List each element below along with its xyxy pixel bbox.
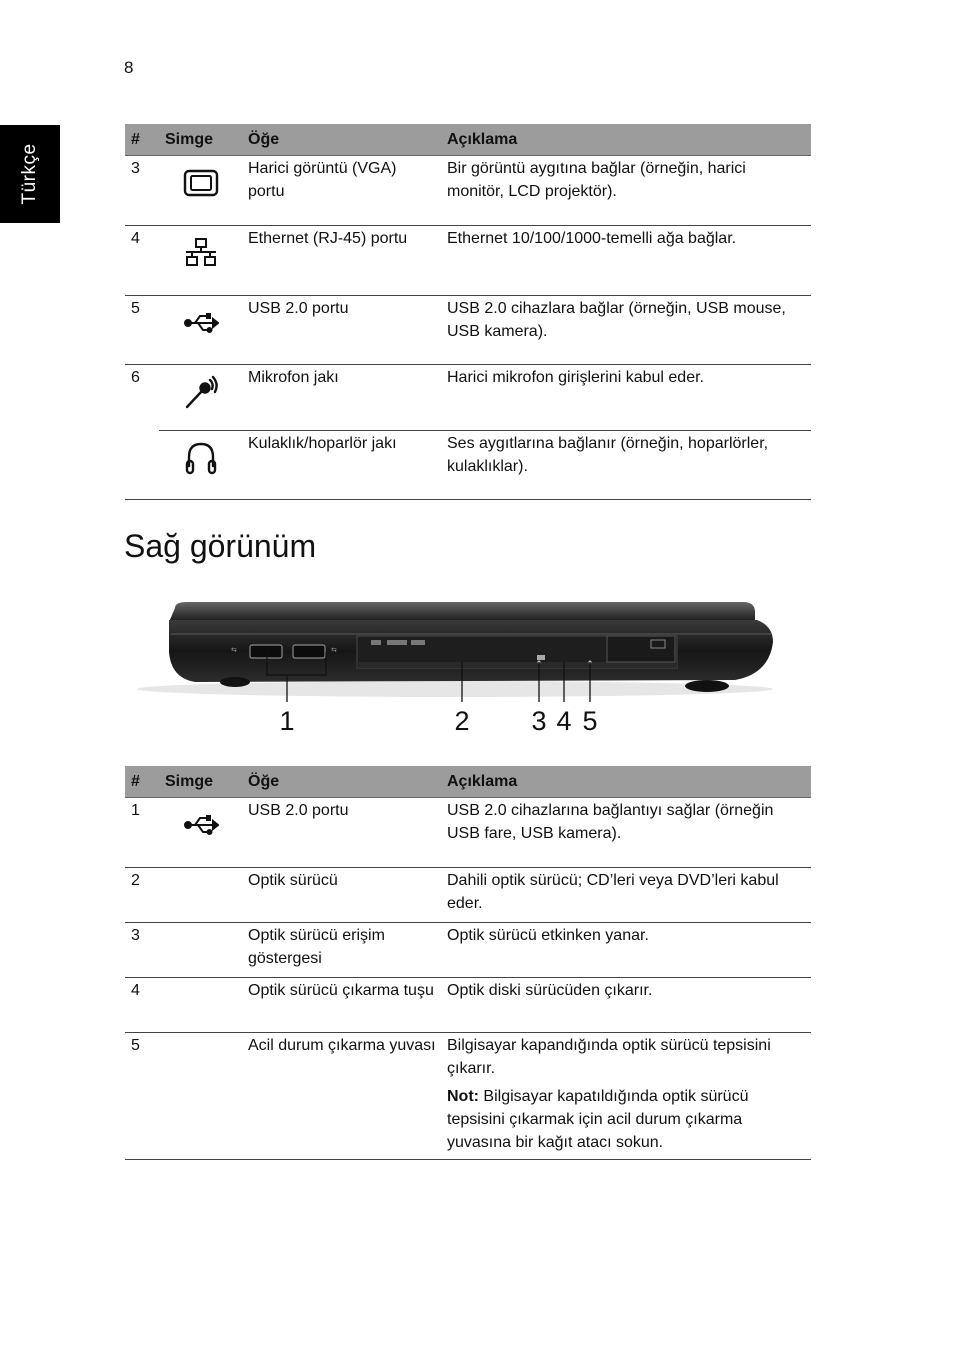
row-item: Optik sürücü çıkarma tuşu: [242, 978, 441, 1033]
column-header-number: #: [125, 766, 159, 798]
headphones-icon: [183, 440, 219, 476]
row-item: USB 2.0 portu: [242, 798, 441, 868]
column-header-description: Açıklama: [441, 766, 811, 798]
table-row: [125, 296, 811, 365]
row-description: Dahili optik sürücü; CD’leri veya DVD’leri kabul eder.: [441, 868, 811, 923]
column-header-number: #: [125, 124, 159, 156]
row-icon-cell: [159, 978, 242, 1033]
callout-4: 4: [556, 706, 572, 736]
row-description: Ethernet 10/100/1000-temelli ağa bağlar.: [441, 226, 811, 296]
row-item: Optik sürücü erişim göstergesi: [242, 923, 441, 978]
row-icon-cell: [159, 798, 242, 868]
vga-port-icon: [183, 165, 219, 201]
usb-icon: [183, 305, 219, 341]
row-item: Optik sürücü: [242, 868, 441, 923]
row-description: Optik sürücü etkinken yanar.: [441, 923, 811, 978]
row-icon-cell: [159, 226, 242, 296]
row-number: 3: [125, 156, 159, 226]
row-icon-cell: [159, 156, 242, 226]
table-row: [125, 868, 811, 923]
column-header-item: Öğe: [242, 124, 441, 156]
row-icon-cell: [159, 868, 242, 923]
callout-3: 3: [531, 706, 547, 736]
microphone-icon: [183, 374, 219, 410]
row-note: [447, 1085, 807, 1154]
column-header-icon: Simge: [159, 766, 242, 798]
row-item: USB 2.0 portu: [242, 296, 441, 365]
row-item: Kulaklık/hoparlör jakı: [242, 431, 441, 500]
ports-table-left: [125, 124, 811, 500]
row-item: Mikrofon jakı: [242, 365, 441, 431]
ethernet-port-icon: [183, 235, 219, 271]
laptop-right-side-illustration: [135, 590, 785, 740]
row-number: 3: [125, 923, 159, 978]
column-header-icon: Simge: [159, 124, 242, 156]
drive-bay: [607, 636, 675, 662]
row-number: 5: [125, 296, 159, 365]
note-text: Bilgisayar kapatıldığında optik sürücü tepsisini çıkarmak için acil durum çıkarma yuvasına bir kağıt atacı sokun.: [447, 1088, 749, 1151]
row-description: Ses aygıtlarına bağlanır (örneğin, hoparlörler, kulaklıklar).: [441, 431, 811, 500]
callout-2: 2: [454, 706, 470, 736]
table-row: [125, 431, 811, 500]
table-header-row: [125, 766, 811, 798]
table-row: [125, 1033, 811, 1160]
callout-5: 5: [582, 706, 598, 736]
table-row: [125, 978, 811, 1033]
language-tab-label: Türkçe: [19, 143, 40, 205]
row-item: Ethernet (RJ-45) portu: [242, 226, 441, 296]
row-description: USB 2.0 cihazlara bağlar (örneğin, USB mouse, USB kamera).: [441, 296, 811, 365]
table-row: [125, 156, 811, 226]
row-number: 5: [125, 1033, 159, 1160]
callout-1: 1: [279, 706, 295, 736]
row-number: 4: [125, 226, 159, 296]
row-icon-cell: [159, 1033, 242, 1160]
row-icon-cell: [159, 365, 242, 431]
row-description: Optik diski sürücüden çıkarır.: [441, 978, 811, 1033]
svg-text:⇆: ⇆: [331, 647, 337, 654]
note-label: Not:: [447, 1088, 479, 1105]
row-item: Harici görüntü (VGA) portu: [242, 156, 441, 226]
row-description-cell: [441, 1033, 811, 1160]
row-description: Bir görüntü aygıtına bağlar (örneğin, harici monitör, LCD projektör).: [441, 156, 811, 226]
row-number: 2: [125, 868, 159, 923]
section-title: Sağ görünüm: [124, 528, 317, 564]
row-description: USB 2.0 cihazlarına bağlantıyı sağlar (örneğin USB fare, USB kamera).: [441, 798, 811, 868]
row-description: Bilgisayar kapandığında optik sürücü tepsisini çıkarır.: [447, 1037, 771, 1077]
page-number: 8: [124, 58, 134, 77]
row-item: Acil durum çıkarma yuvası: [242, 1033, 441, 1160]
table-row: [125, 798, 811, 868]
row-number: 1: [125, 798, 159, 868]
row-icon-cell: [159, 431, 242, 500]
usb-icon: [183, 807, 219, 843]
row-number: 4: [125, 978, 159, 1033]
table-row: [125, 226, 811, 296]
row-number: 6: [125, 365, 159, 500]
table-header-row: [125, 124, 811, 156]
table-row: [125, 923, 811, 978]
language-tab: [0, 125, 60, 223]
row-icon-cell: [159, 296, 242, 365]
row-description: Harici mikrofon girişlerini kabul eder.: [441, 365, 811, 431]
ports-table-right: [125, 766, 811, 1160]
column-header-item: Öğe: [242, 766, 441, 798]
column-header-description: Açıklama: [441, 124, 811, 156]
row-icon-cell: [159, 923, 242, 978]
table-row: [125, 365, 811, 431]
svg-text:⇆: ⇆: [231, 647, 237, 654]
